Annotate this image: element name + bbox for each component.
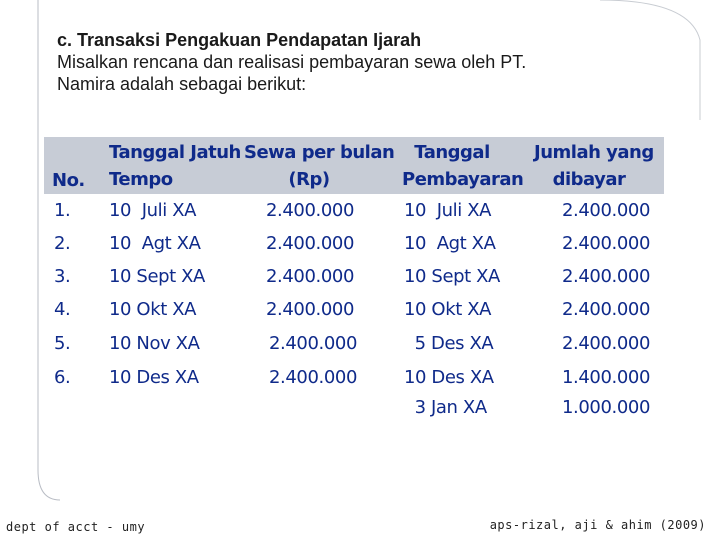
intro-line-2: Namira adalah sebagai berikut: xyxy=(57,74,307,94)
cell-jml: 2.400.000 xyxy=(561,333,650,354)
cell-sewa: 2.400.000 xyxy=(265,299,354,320)
cell-jml: 2.400.000 xyxy=(561,266,650,287)
table-row xyxy=(44,361,664,394)
cell-tgl: 10 Agt XA xyxy=(404,233,496,254)
header-tgl xyxy=(402,139,524,193)
cell-no: 1. xyxy=(54,200,71,221)
cell-tgl: 10 Sept XA xyxy=(404,266,500,287)
cell-sewa: 2.400.000 xyxy=(265,266,354,287)
table-row xyxy=(44,260,664,293)
header-tgl-line2: Pembayaran xyxy=(402,169,524,190)
intro-line-1: Misalkan rencana dan realisasi pembayaran sewa oleh PT. xyxy=(57,52,527,72)
footer-right: aps-rizal, aji & ahim (2009) xyxy=(489,518,706,532)
table-row xyxy=(44,194,664,227)
header-tempo-line2: Tempo xyxy=(109,169,173,190)
cell-jml: 1.400.000 xyxy=(561,367,650,388)
cell-sewa: 2.400.000 xyxy=(265,233,354,254)
cell-tempo: 10 Okt XA xyxy=(109,299,197,320)
cell-tempo: 10 Agt XA xyxy=(109,233,201,254)
cell-no: 4. xyxy=(54,299,71,320)
table-row xyxy=(44,327,664,360)
slide-title: c. Transaksi Pengakuan Pendapatan Ijarah xyxy=(57,30,422,50)
header-jml xyxy=(534,139,654,193)
header-sewa-line1: Sewa per bulan xyxy=(244,142,395,163)
cell-tgl: 10 Okt XA xyxy=(404,299,492,320)
cell-sewa: 2.400.000 xyxy=(268,367,357,388)
footer-left: dept of acct - umy xyxy=(6,520,146,534)
cell-no: 2. xyxy=(54,233,71,254)
cell-no: 5. xyxy=(54,333,71,354)
header-no: No. xyxy=(52,170,85,191)
cell-tgl: 5 Des XA xyxy=(404,333,494,354)
header-sewa-line2: (Rp) xyxy=(288,169,330,190)
cell-sewa: 2.400.000 xyxy=(268,333,357,354)
table-row xyxy=(44,391,664,424)
cell-tempo: 10 Nov XA xyxy=(109,333,200,354)
cell-no: 3. xyxy=(54,266,71,287)
cell-jml: 2.400.000 xyxy=(561,233,650,254)
cell-tempo: 10 Sept XA xyxy=(109,266,205,287)
table-row xyxy=(44,227,664,260)
header-tempo xyxy=(109,139,241,193)
header-sewa xyxy=(244,139,395,193)
table-header xyxy=(44,137,664,194)
cell-tempo: 10 Juli XA xyxy=(109,200,197,221)
table-row xyxy=(44,293,664,326)
cell-jml: 2.400.000 xyxy=(561,299,650,320)
payment-table xyxy=(44,137,664,418)
slide-heading xyxy=(57,29,697,95)
cell-tgl: 10 Des XA xyxy=(404,367,494,388)
cell-tgl: 10 Juli XA xyxy=(404,200,492,221)
cell-sewa: 2.400.000 xyxy=(265,200,354,221)
cell-tgl: 3 Jan XA xyxy=(404,397,487,418)
cell-jml: 2.400.000 xyxy=(561,200,650,221)
cell-no: 6. xyxy=(54,367,71,388)
cell-jml: 1.000.000 xyxy=(561,397,650,418)
header-tempo-line1: Tanggal Jatuh xyxy=(109,142,241,163)
header-jml-line2: dibayar xyxy=(552,169,626,190)
header-jml-line1: Jumlah yang xyxy=(534,142,654,163)
header-tgl-line1: Tanggal xyxy=(414,142,490,163)
cell-tempo: 10 Des XA xyxy=(109,367,199,388)
